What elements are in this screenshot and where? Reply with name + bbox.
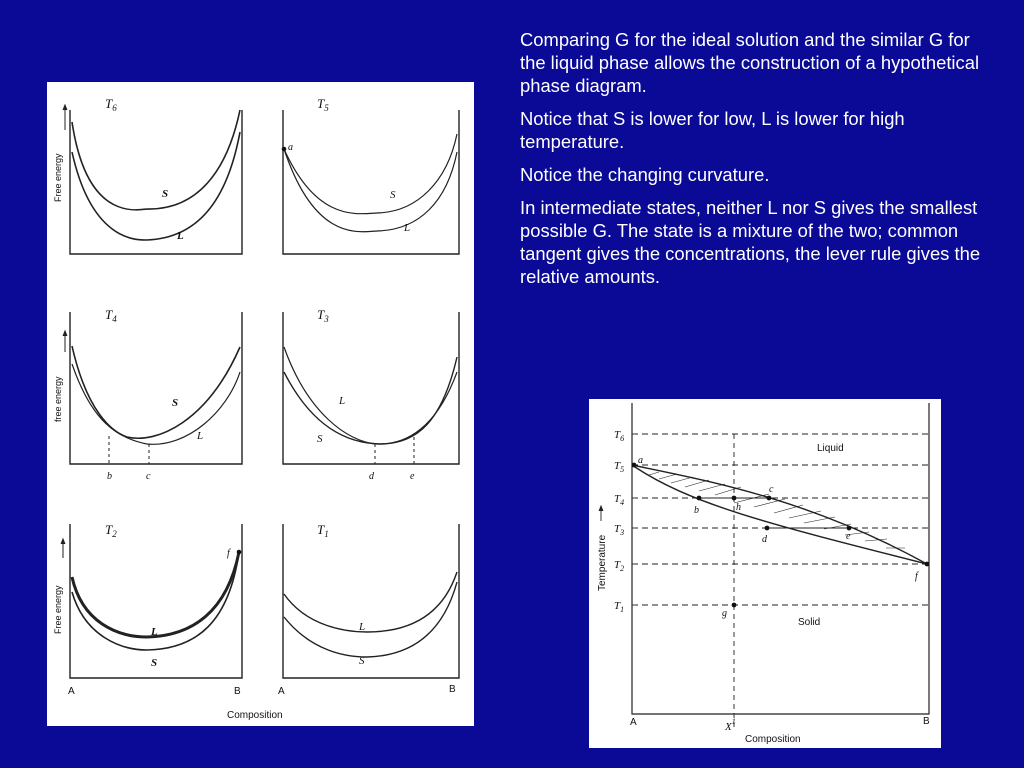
point-f [925, 562, 930, 567]
phase-diagram [589, 399, 941, 748]
label-e: e [410, 471, 415, 482]
label-l-t1: L [359, 621, 366, 633]
t-label-5: $T_5$ [614, 460, 625, 474]
curve-l-t4 [72, 364, 240, 444]
t-label-1: $T_1$ [614, 600, 625, 614]
axis-label-t2: Free energy [53, 585, 63, 634]
point-g [732, 603, 737, 608]
label-b: b [107, 471, 112, 482]
label-f-t2: f [227, 548, 230, 559]
curve-s-t3 [284, 357, 457, 444]
curve-l-t1 [284, 572, 457, 632]
phase-diagram-frame [632, 403, 929, 714]
point-h [732, 496, 737, 501]
point-c [767, 496, 772, 501]
x-label-a-left: A [68, 686, 75, 697]
region-liquid: Liquid [817, 443, 844, 454]
axis-label-t6: Free energy [53, 153, 63, 202]
x-label-b-right: B [449, 684, 456, 695]
paragraph-1: Comparing G for the ideal solution and the similar G for the liquid phase allows the construction of a hypothetical phase diagram. [520, 29, 980, 96]
t-label-4: $T_4$ [614, 493, 625, 507]
label-e: e [846, 531, 851, 542]
label-b: b [694, 505, 699, 516]
label-a-t5: a [288, 142, 293, 153]
curve-s-t6 [72, 110, 240, 210]
point-a-t5 [282, 147, 287, 152]
free-energy-figure [47, 82, 474, 726]
t-label-6: $T_6$ [614, 429, 625, 443]
x-axis-label: Composition [745, 734, 801, 745]
label-c: c [769, 484, 774, 495]
paragraph-3: Notice the changing curvature. [520, 164, 770, 185]
x-label-a-right: A [278, 686, 285, 697]
x-marker: $X^1$ [725, 717, 736, 733]
point-f-t2 [237, 550, 242, 555]
panel-frame-t6 [70, 110, 242, 254]
label-a: a [638, 455, 643, 466]
label-c: c [146, 471, 151, 482]
label-f: f [915, 571, 918, 582]
label-s-t3: S [317, 433, 323, 445]
t-label-2: $T_2$ [614, 559, 625, 573]
label-l-t3: L [339, 395, 346, 407]
x-label-b-left: B [234, 686, 241, 697]
y-axis-label: Temperature [597, 534, 608, 591]
title-t5: $T_5$ [317, 96, 329, 113]
label-d: d [369, 471, 374, 482]
label-l-t6: L [177, 230, 184, 242]
curve-l-t6 [72, 132, 240, 240]
point-b [697, 496, 702, 501]
title-t3: $T_3$ [317, 307, 329, 324]
phase-diagram-svg [589, 399, 941, 748]
paragraph-4: In intermediate states, neither L nor S gives the smallest possible G. The state is a mixture of the two; common tangent gives the concentrations, the lever rule gives the relative amounts. [520, 197, 981, 287]
axis-label-t4: free energy [53, 376, 63, 422]
title-t2: $T_2$ [105, 522, 117, 539]
curve-s-t4 [72, 346, 240, 438]
panel-frame-t3 [283, 312, 459, 464]
solidus-curve [632, 465, 927, 564]
point-d [765, 526, 770, 531]
label-s-t4: S [172, 397, 179, 409]
label-s-t1: S [359, 655, 365, 667]
label-d: d [762, 534, 767, 545]
label-s-t2: S [151, 657, 158, 669]
composition-label: Composition [227, 710, 283, 721]
t-label-3: $T_3$ [614, 523, 625, 537]
title-t6: $T_6$ [105, 96, 117, 113]
x-label-a: A [630, 717, 637, 728]
region-solid: Solid [798, 617, 821, 628]
slide-text [520, 28, 990, 298]
label-l-t4: L [197, 430, 204, 442]
label-s-t6: S [162, 188, 169, 200]
curve-s-t1 [284, 582, 457, 657]
title-t4: $T_4$ [105, 307, 117, 324]
title-t1: $T_1$ [317, 522, 329, 539]
label-l-t5: L [404, 222, 411, 234]
label-l-t2: L [151, 626, 158, 638]
point-e [847, 526, 852, 531]
free-energy-curves-svg [47, 82, 474, 726]
curve-l-t3 [284, 347, 457, 444]
curve-l-t2 [72, 552, 239, 637]
panel-frame-t5 [283, 110, 459, 254]
x-label-b: B [923, 716, 930, 727]
label-g: g [722, 608, 727, 619]
panel-frame-t1 [283, 524, 459, 678]
liquidus-curve [632, 465, 927, 564]
label-h: h [736, 502, 741, 513]
point-a [632, 463, 637, 468]
panel-frame-t2 [70, 524, 242, 678]
paragraph-2: Notice that S is lower for low, L is lower for high temperature. [520, 108, 905, 152]
label-s-t5: S [390, 189, 396, 201]
